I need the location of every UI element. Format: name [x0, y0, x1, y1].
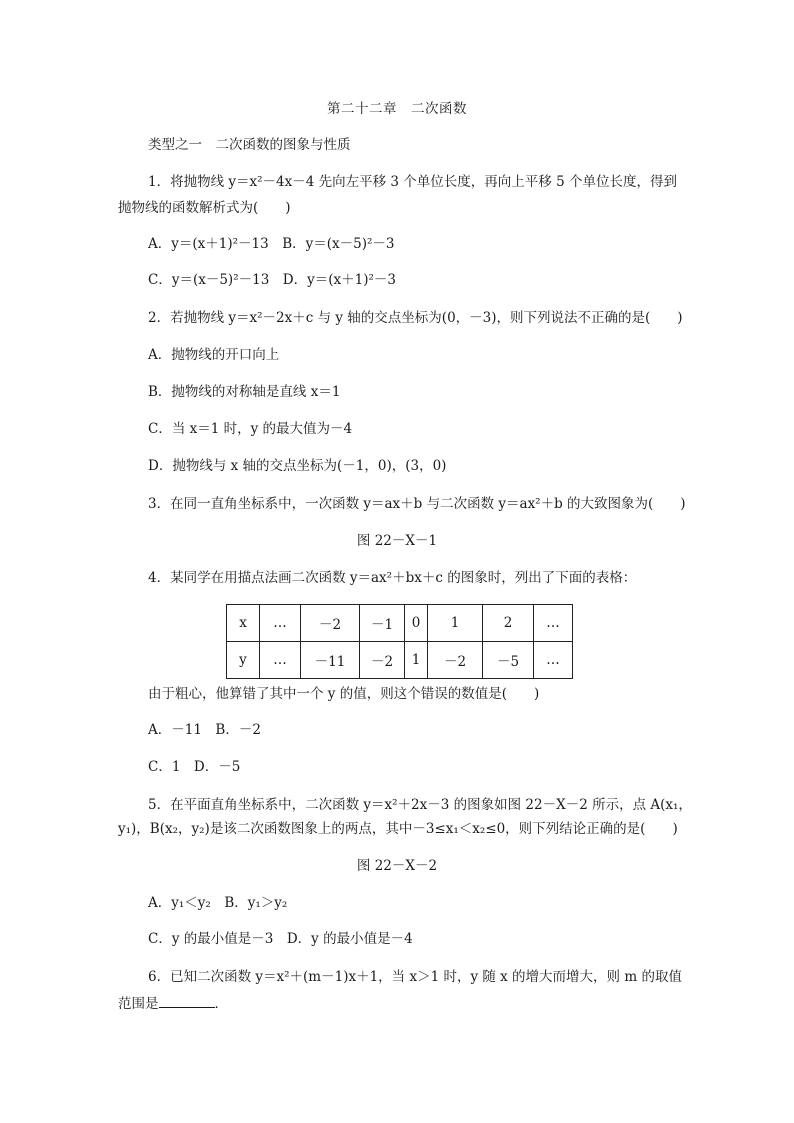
question-6-suffix: ． [214, 996, 228, 1012]
question-5-options-cd: C．y 的最小值是－3 D．y 的最小值是－4 [148, 931, 413, 947]
question-4-options-cd: C．1 D．－5 [148, 759, 241, 775]
question-4-followup: 由于粗心，他算错了其中一个 y 的值，则这个错误的数值是( ) [148, 686, 540, 702]
table-cell: … [260, 642, 301, 679]
question-1-options-cd: C．y＝(x－5)²－13 D．y＝(x＋1)²－3 [148, 272, 396, 288]
question-2-stem: 2．若抛物线 y＝x²－2x＋c 与 y 轴的交点坐标为(0，－3)，则下列说法不正确的是( ) [148, 310, 683, 326]
figure-caption-1: 图 22－X－1 [356, 533, 438, 549]
question-4-options-ab: A．－11 B．－2 [148, 722, 261, 738]
table-cell: －2 [301, 605, 360, 642]
table-cell: 0 [405, 605, 428, 642]
table-cell: 2 [483, 605, 534, 642]
answer-blank[interactable] [159, 994, 215, 1008]
table-cell: －2 [428, 642, 483, 679]
question-1-stem: 1．将抛物线 y＝x²－4x－4 先向左平移 3 个单位长度，再向上平移 5 个单位长度，得到 [148, 174, 677, 190]
question-5-stem-cont: y₁)，B(x₂，y₂)是该二次函数图象上的两点，其中－3≤x₁＜x₂≤0，则下列结论正确的是( ) [118, 821, 678, 837]
question-3-stem: 3．在同一直角坐标系中，一次函数 y＝ax＋b 与二次函数 y＝ax²＋b 的大致图象为( ) [148, 496, 686, 512]
question-6-stem-cont [118, 994, 228, 1013]
question-6-prefix: 范围是 [118, 996, 159, 1012]
question-1-stem-cont: 抛物线的函数解析式为( ) [118, 200, 291, 216]
table-cell: －5 [483, 642, 534, 679]
table-cell: … [260, 605, 301, 642]
question-6-stem: 6．已知二次函数 y＝x²＋(m－1)x＋1，当 x＞1 时，y 随 x 的增大而增大，则 m 的取值 [148, 969, 682, 985]
question-2-option-c: C．当 x＝1 时，y 的最大值为－4 [148, 421, 353, 437]
question-2-option-a: A．抛物线的开口向上 [148, 347, 280, 363]
table-cell: 1 [405, 642, 428, 679]
table-cell: －11 [301, 642, 360, 679]
question-4-stem: 4．某同学在用描点法画二次函数 y＝ax²＋bx＋c 的图象时，列出了下面的表格： [148, 570, 637, 586]
page-title: 第二十二章 二次函数 [327, 101, 467, 117]
table-cell: … [534, 605, 573, 642]
table-cell: x [227, 605, 260, 642]
table-cell: －1 [360, 605, 405, 642]
figure-caption-2: 图 22－X－2 [356, 858, 438, 874]
table-row [227, 605, 573, 642]
table-cell: y [227, 642, 260, 679]
value-table [226, 604, 573, 679]
question-2-option-b: B．抛物线的对称轴是直线 x＝1 [148, 384, 341, 400]
question-1-options-ab: A．y＝(x＋1)²－13 B．y＝(x－5)²－3 [148, 236, 395, 252]
question-5-options-ab: A．y₁＜y₂ B．y₁＞y₂ [148, 895, 288, 911]
section-heading: 类型之一 二次函数的图象与性质 [148, 137, 351, 153]
table-row [227, 642, 573, 679]
question-2-option-d: D．抛物线与 x 轴的交点坐标为(－1，0)，(3，0) [148, 458, 447, 474]
table-cell: 1 [428, 605, 483, 642]
question-5-stem: 5．在平面直角坐标系中，二次函数 y＝x²＋2x－3 的图象如图 22－X－2 所示，点 A(x₁， [148, 797, 692, 813]
table-cell: … [534, 642, 573, 679]
table-cell: －2 [360, 642, 405, 679]
